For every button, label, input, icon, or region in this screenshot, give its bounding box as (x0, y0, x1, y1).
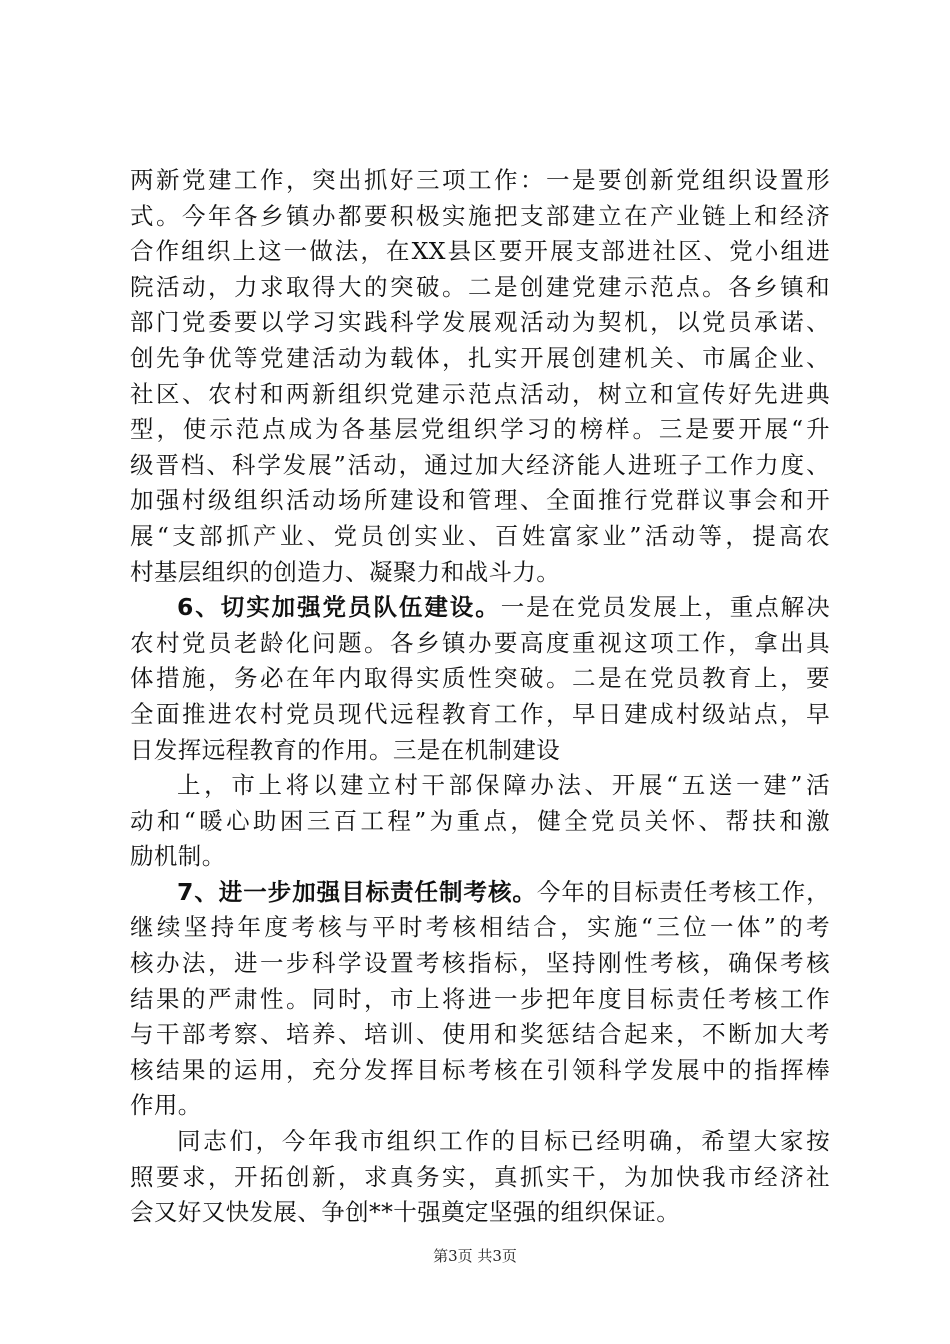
text-line: 农村党员老龄化问题。各乡镇办要高度重视这项工作，拿出具 (130, 628, 830, 657)
text-line: 励机制。 (130, 842, 226, 871)
text-line: 日发挥远程教育的作用。三是在机制建设 (130, 735, 561, 764)
page-number-footer: 第3页 共3页 (433, 1247, 517, 1265)
section-heading: 7、进一步加强目标责任制考核。 (177, 877, 537, 906)
text-line: 社区、农村和两新组织党建示范点活动，树立和宣传好先进典 (130, 379, 830, 408)
text-line: 合作组织上这一做法，在XX县区要开展支部进社区、党小组进 (130, 237, 830, 266)
paragraph (130, 875, 830, 1124)
paragraph (130, 1124, 830, 1231)
text-line: 全面推进农村党员现代远程教育工作，早日建成村级站点，早 (130, 699, 830, 728)
text-line: 体措施，务必在年内取得实质性突破。二是在党员教育上，要 (130, 664, 830, 693)
text-line: 院活动，力求取得大的突破。二是创建党建示范点。各乡镇和 (130, 272, 830, 301)
text-line: 加强村级组织活动场所建设和管理、全面推行党群议事会和开 (130, 486, 830, 515)
text-line: 创先争优等党建活动为载体，扎实开展创建机关、市属企业、 (130, 343, 830, 372)
text-line: 照要求，开拓创新，求真务实，真抓实干，为加快我市经济社 (130, 1162, 830, 1191)
text-line: 两新党建工作，突出抓好三项工作：一是要创新党组织设置形 (130, 166, 830, 194)
text-line: 会又好又快发展、争创**十强奠定坚强的组织保证。 (130, 1198, 681, 1227)
text-line: 部门党委要以学习实践科学发展观活动为契机，以党员承诺、 (130, 308, 830, 337)
text-line: 村基层组织的创造力、凝聚力和战斗力。 (130, 557, 561, 586)
text-span: 一是在党员发展上，重点解决 (500, 593, 830, 622)
text-line: 与干部考察、培养、培训、使用和奖惩结合起来，不断加大考 (130, 1020, 830, 1049)
text-line: 型，使示范点成为各基层党组织学习的榜样。三是要开展“升 (130, 415, 830, 444)
text-line (130, 875, 830, 911)
text-line: 级晋档、科学发展”活动，通过加大经济能人进班子工作力度、 (130, 450, 830, 479)
text-line: 结果的严肃性。同时，市上将进一步把年度目标责任考核工作 (130, 984, 830, 1013)
paragraph (130, 163, 830, 590)
text-line: 作用。 (130, 1091, 202, 1120)
text-line: 展“支部抓产业、党员创实业、百姓富家业”活动等，提高农 (130, 521, 830, 550)
text-line: 同志们，今年我市组织工作的目标已经明确，希望大家按 (177, 1127, 830, 1156)
paragraph (130, 768, 830, 875)
text-line: 动和“暖心助困三百工程”为重点，健全党员关怀、帮扶和激 (130, 806, 830, 835)
text-span: 今年的目标责任考核工作， (536, 877, 830, 906)
text-line: 核结果的运用，充分发挥目标考核在引领科学发展中的指挥棒 (130, 1055, 830, 1084)
text-line: 核办法，进一步科学设置考核指标，坚持刚性考核，确保考核 (130, 949, 830, 978)
text-line: 上，市上将以建立村干部保障办法、开展“五送一建”活 (177, 771, 830, 800)
section-heading: 6、切实加强党员队伍建设。 (177, 593, 501, 622)
text-line (130, 590, 830, 626)
paragraph (130, 590, 830, 768)
text-line: 式。今年各乡镇办都要积极实施把支部建立在产业链上和经济 (130, 201, 830, 230)
text-line: 继续坚持年度考核与平时考核相结合，实施“三位一体”的考 (130, 913, 830, 942)
document-body (130, 163, 830, 1231)
